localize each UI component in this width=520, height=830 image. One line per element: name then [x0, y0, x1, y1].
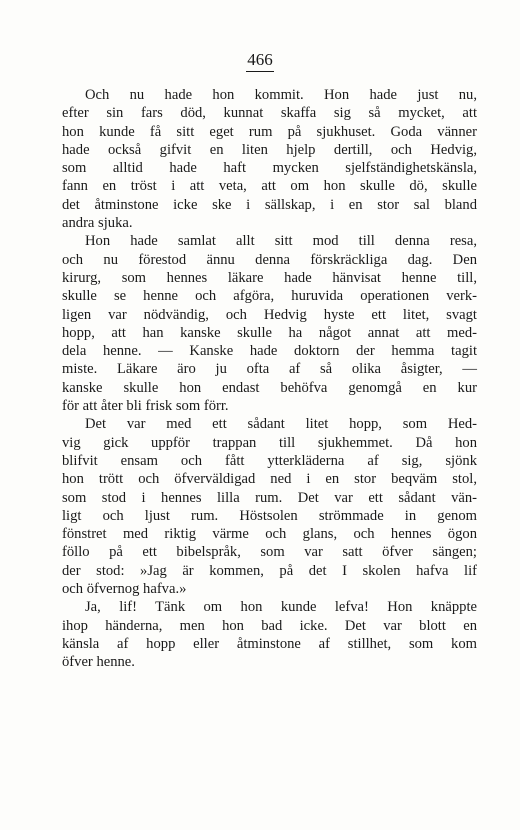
paragraph	[62, 86, 477, 232]
text-line: känsla af hopp eller åtminstone af stillhet, som kom	[62, 635, 477, 652]
page-number-text: 466	[246, 50, 274, 72]
text-line: ligt och ljust rum. Höstsolen strömmade in genom	[62, 507, 477, 524]
text-line: der stod: »Jag är kommen, på det I skolen hafva lif	[62, 562, 477, 579]
text-line: hade också gifvit en liten hjelp dertill, och Hedvig,	[62, 141, 477, 158]
text-line: som stod i hennes lilla rum. Det var ett sådant vän-	[62, 489, 477, 506]
text-line: hon trött och öfverväldigad ned i en stor beqväm stol,	[62, 471, 477, 488]
text-line: för att åter bli frisk som förr.	[62, 398, 229, 415]
text-line: ligen var nödvändig, och Hedvig hyste ett litet, svagt	[62, 306, 477, 323]
page-number	[0, 50, 520, 72]
text-line: hopp, att han kanske skulle ha något annat att med-	[62, 324, 477, 341]
paragraph	[62, 598, 477, 671]
paragraph	[62, 232, 477, 415]
text-line: kirurg, som hennes läkare hade hänvisat henne till,	[62, 269, 477, 286]
text-line: som alltid hade haft mycken sjelfständighetskänsla,	[62, 160, 477, 177]
text-line: andra sjuka.	[62, 215, 133, 232]
text-line: föllo på ett bibelspråk, som var satt öfver sängen;	[62, 544, 477, 561]
text-line: skulle se henne och afgöra, huruvida operationen verk-	[62, 288, 477, 305]
text-line: det åtminstone icke ske i sällskap, i en stor sal bland	[62, 196, 477, 213]
text-line: blifvit ensam och fått ytterkläderna af sig, sjönk	[62, 452, 477, 469]
text-line: Och nu hade hon kommit. Hon hade just nu,	[85, 87, 477, 103]
text-line: och nu förestod ännu denna förskräckliga dag. Den	[62, 251, 477, 268]
text-line: fönstret med riktig värme och glans, och hennes ögon	[62, 526, 477, 543]
text-line: och öfvernog hafva.»	[62, 581, 187, 598]
text-line: kanske skulle hon endast behöfva genomgå en kur	[62, 379, 477, 396]
text-line: dela henne. — Kanske hade doktorn der hemma tagit	[62, 343, 477, 360]
text-line: Det var med ett sådant litet hopp, som Hed-	[85, 416, 477, 433]
text-line: öfver henne.	[62, 654, 135, 671]
text-line: fann en tröst i att veta, att om hon skulle dö, skulle	[62, 178, 477, 195]
paragraph	[62, 415, 477, 598]
text-line: hon kunde få sitt eget rum på sjukhuset. Goda vänner	[62, 123, 477, 140]
text-line: Hon hade samlat allt sitt mod till denna resa,	[85, 233, 477, 250]
text-line: vig gick uppför trappan till sjukhemmet. Då hon	[62, 434, 477, 451]
body-text	[62, 86, 477, 672]
text-line: Ja, lif! Tänk om hon kunde lefva! Hon knäppte	[85, 599, 477, 616]
text-line: ihop händerna, men hon bad icke. Det var blott en	[62, 617, 477, 634]
text-line: efter sin fars död, kunnat skaffa sig så mycket, att	[62, 105, 477, 122]
text-line: miste. Läkare äro ju ofta af så olika åsigter, —	[62, 361, 477, 378]
